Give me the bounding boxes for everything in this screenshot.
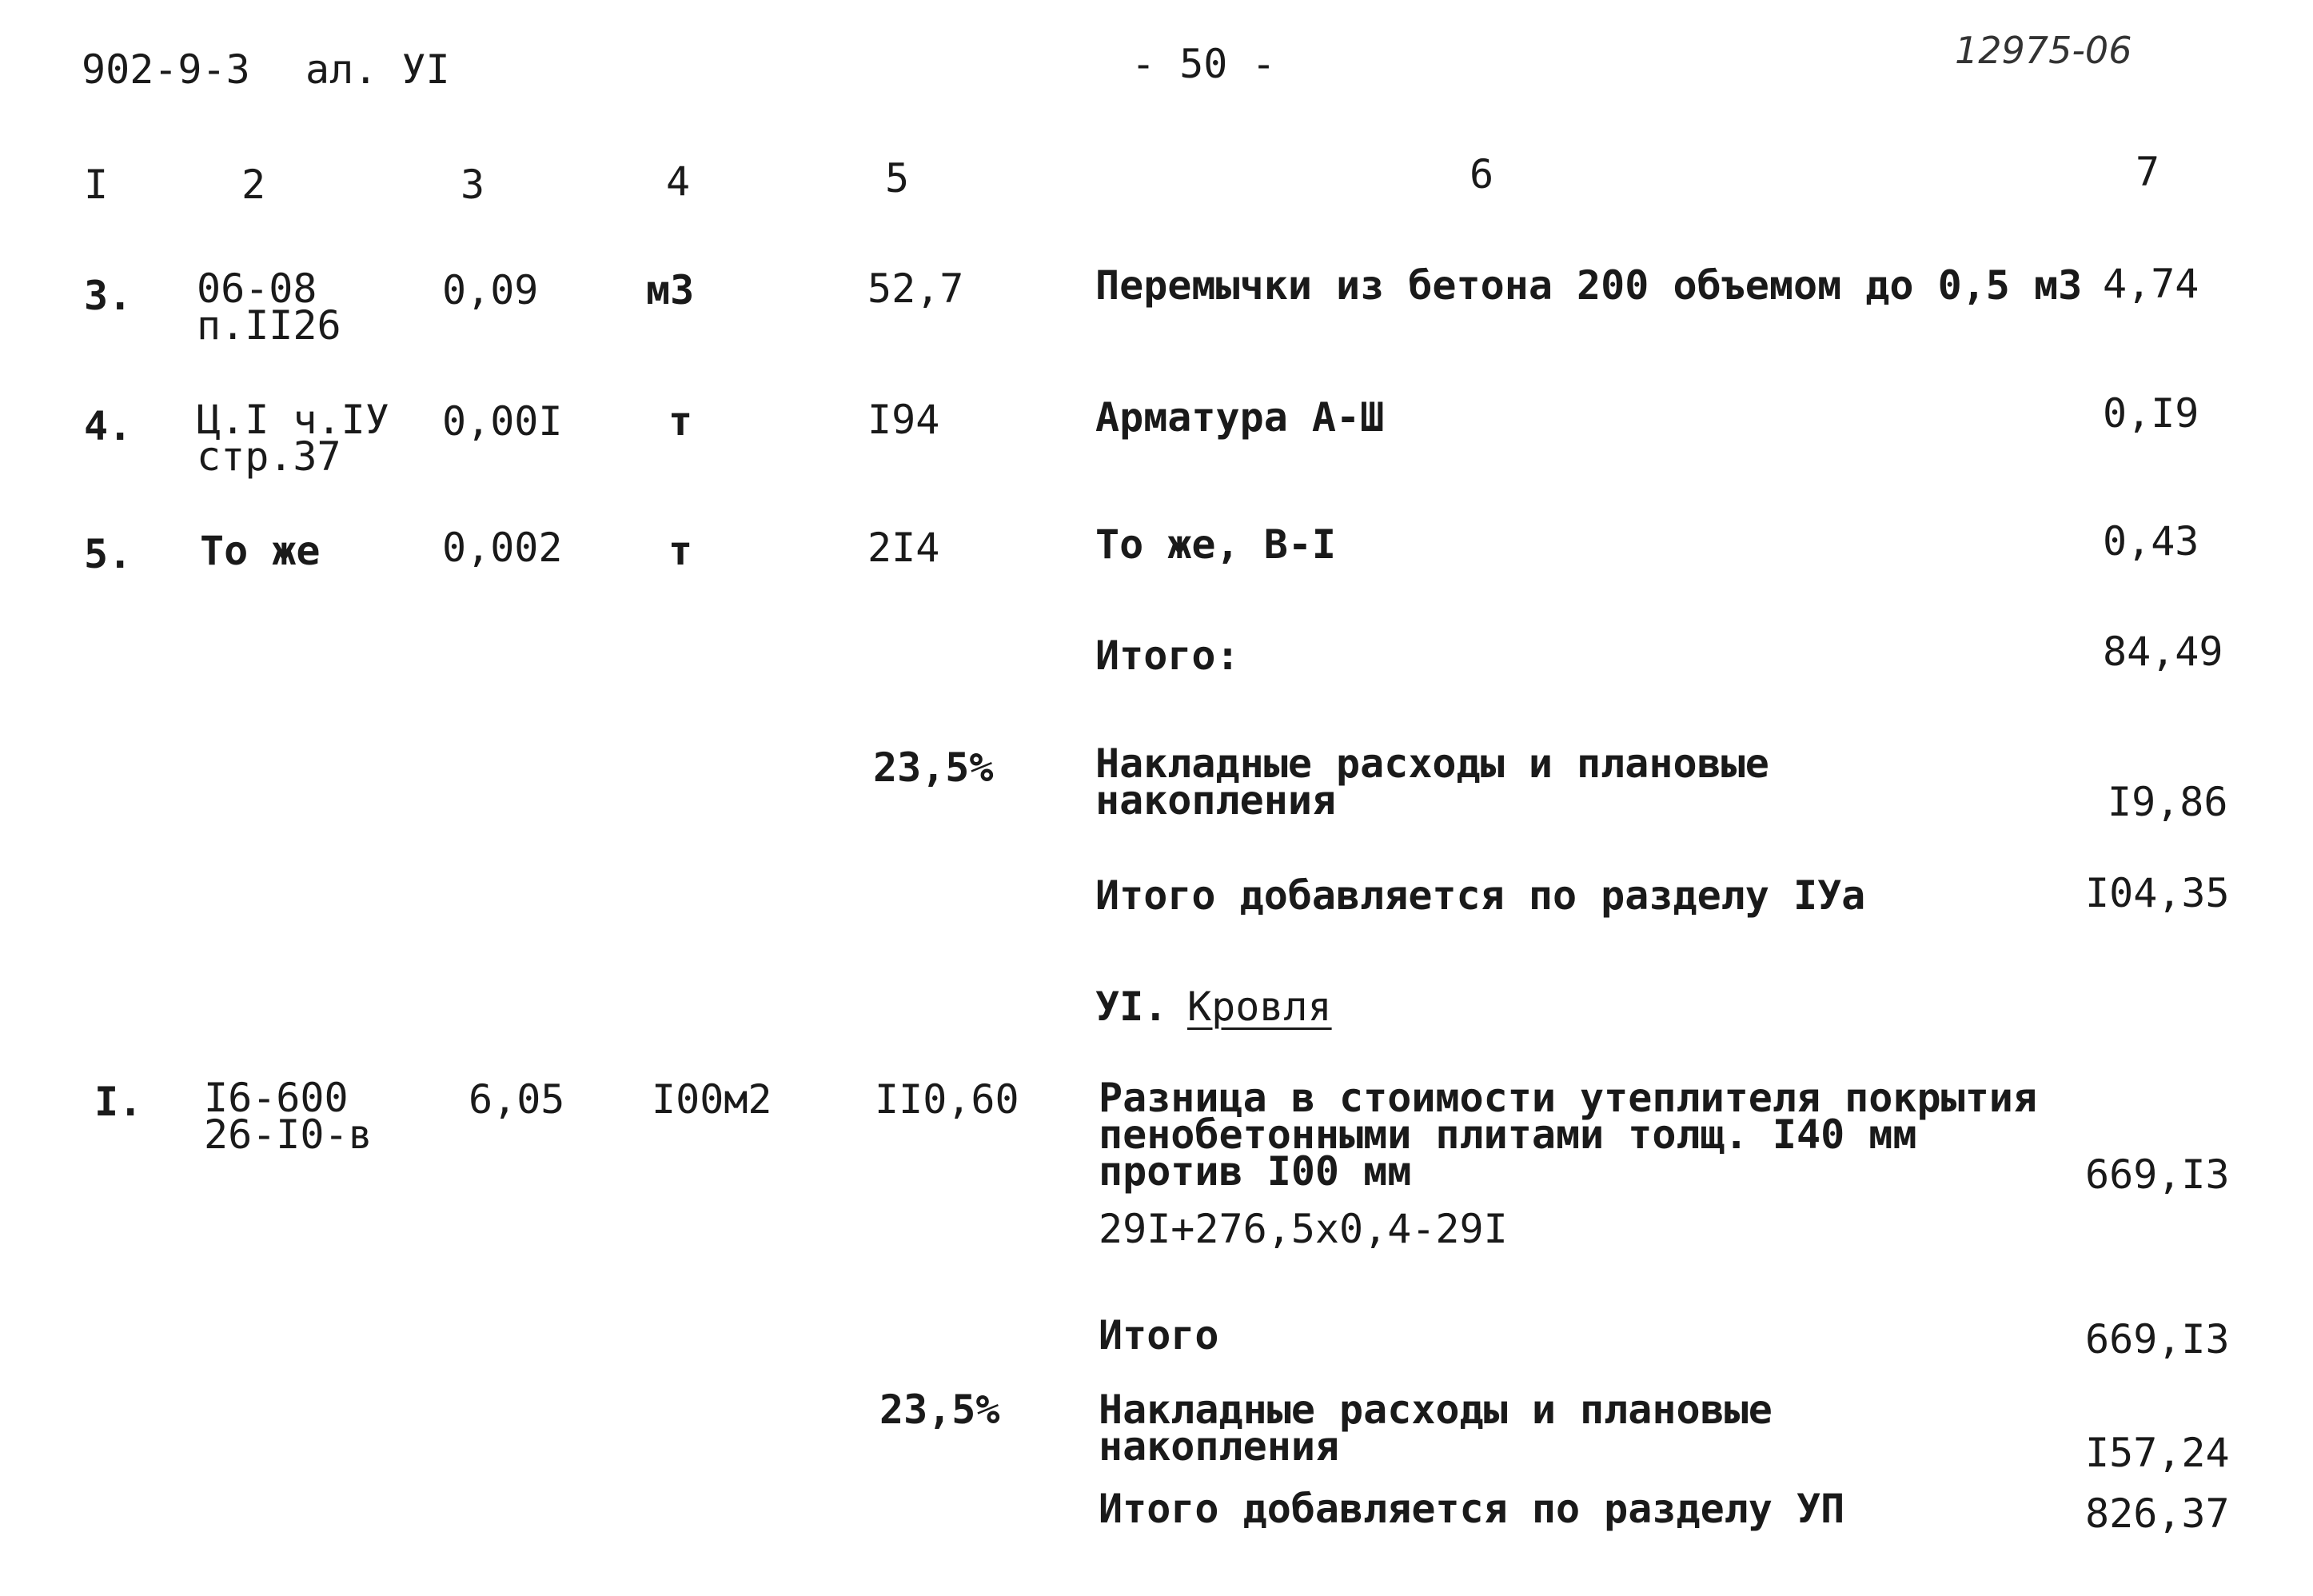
section-total-value: 826,37 [2085, 1490, 2230, 1537]
overhead-label: Накладные расходы и плановые накопления [1099, 1387, 1773, 1470]
overhead-value: I57,24 [2085, 1430, 2230, 1476]
row-unit: т [668, 528, 693, 574]
column-number-3: 3 [461, 162, 485, 208]
row-calculation: 29I+276,5х0,4-29I [1099, 1206, 1508, 1252]
column-number-6: 6 [1470, 151, 1494, 198]
doc-code: 902-9-3 [82, 46, 250, 93]
column-number-4: 4 [666, 158, 691, 205]
album-label: ал. УI [305, 46, 450, 93]
row-total: 0,I9 [2103, 390, 2199, 437]
section-total-label: Итого добавляется по разделу УП [1099, 1486, 1845, 1532]
row-code: 06-08 п.II26 [197, 265, 341, 349]
overhead-rate: 23,5% [879, 1387, 1000, 1433]
overhead-label: Накладные расходы и плановые накопления [1095, 740, 1769, 824]
subtotal-value: 84,49 [2103, 628, 2223, 675]
subtotal-label: Итого [1099, 1312, 1219, 1359]
row-total: 669,I3 [2085, 1151, 2230, 1198]
row-number: 5. [84, 531, 133, 577]
row-number: 3. [84, 273, 133, 319]
section-total-value: I04,35 [2085, 870, 2230, 916]
section-heading-number: УI. [1095, 984, 1168, 1030]
column-number-2: 2 [241, 162, 266, 208]
column-number-7: 7 [2136, 149, 2160, 195]
overhead-rate: 23,5% [873, 744, 994, 791]
row-unit: I00м2 [652, 1076, 772, 1123]
row-number: 4. [84, 403, 133, 449]
subtotal-label: Итого: [1095, 632, 1240, 679]
section-heading-title: Кровля [1187, 984, 1332, 1030]
section-total-label: Итого добавляется по разделу IУа [1095, 872, 1866, 919]
row-code: Ц.I ч.IУ стр.37 [197, 397, 389, 480]
row-unit: т [668, 398, 693, 445]
row-total: 4,74 [2103, 261, 2199, 307]
subtotal-value: 669,I3 [2085, 1316, 2230, 1363]
row-number: I. [94, 1079, 143, 1125]
row-description: Разница в стоимости утеплителя покрытия пенобетонными плитами толщ. I40 мм против I00 мм [1099, 1075, 2037, 1195]
row-unit: м3 [646, 267, 695, 313]
row-price: 2I4 [867, 525, 940, 571]
row-description: Перемычки из бетона 200 объемом до 0,5 м3 [1095, 262, 2083, 309]
row-code: То же [200, 528, 321, 574]
row-description: То же, В-I [1095, 521, 1337, 568]
row-quantity: 0,00I [442, 398, 563, 445]
overhead-value: I9,86 [2108, 779, 2228, 825]
row-price: II0,60 [875, 1076, 1019, 1123]
row-description: Арматура А-Ш [1095, 394, 1385, 441]
column-number-5: 5 [885, 155, 910, 201]
page-number: - 50 - [1131, 41, 1276, 87]
row-quantity: 0,09 [442, 267, 539, 313]
row-price: 52,7 [867, 265, 964, 312]
row-quantity: 0,002 [442, 525, 563, 571]
row-total: 0,43 [2103, 518, 2199, 565]
row-price: I94 [867, 397, 940, 443]
inventory-number: 12975-06 [1955, 29, 2132, 72]
row-quantity: 6,05 [469, 1076, 565, 1123]
row-code: I6-600 26-I0-в [204, 1075, 373, 1158]
column-number-1: I [84, 162, 109, 208]
